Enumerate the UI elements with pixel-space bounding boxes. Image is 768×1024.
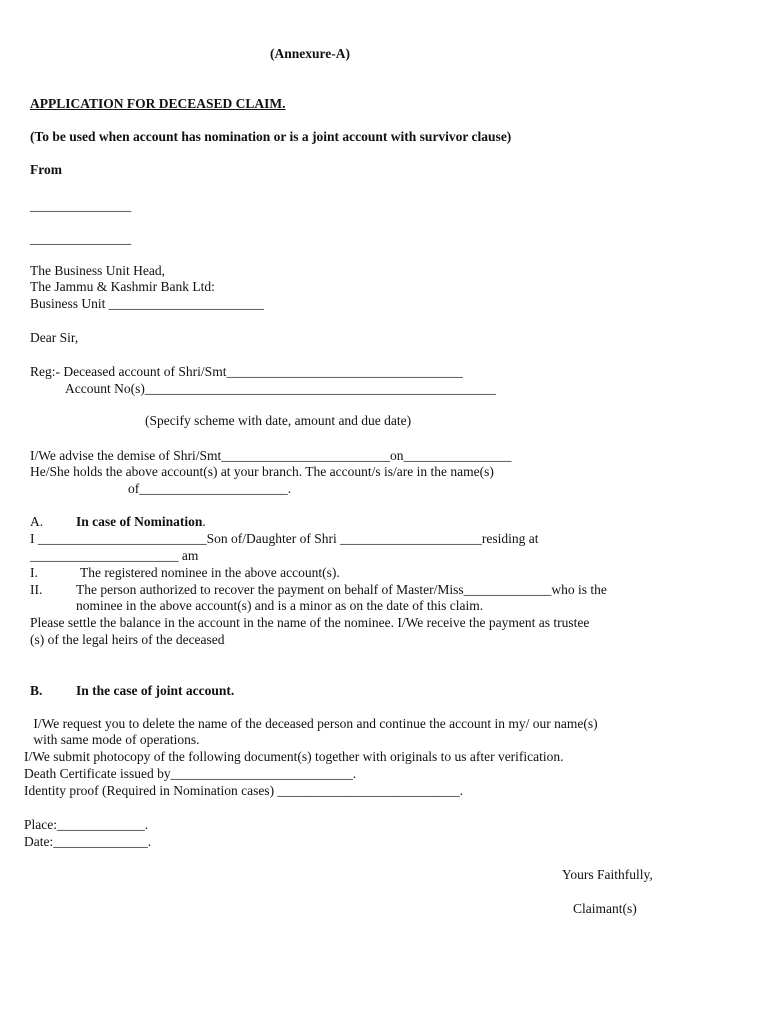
date-field: Date:______________. xyxy=(24,834,152,849)
documents-line-3: Identity proof (Required in Nomination cases) ___________________________. xyxy=(24,783,464,798)
reg-line-2: Account No(s)____________________________________________________ xyxy=(65,381,496,396)
settle-line-1: Please settle the balance in the account in the name of the nominee. I/We receive the payment as trustee xyxy=(30,615,590,630)
signatory: Claimant(s) xyxy=(573,901,637,916)
documents-line-1: I/We submit photocopy of the following document(s) together with originals to us after verification. xyxy=(24,749,564,764)
advise-line-3: of______________________. xyxy=(128,481,292,496)
documents-line-2: Death Certificate issued by___________________________. xyxy=(24,766,357,781)
addressee-line-1: The Business Unit Head, xyxy=(30,263,165,278)
section-a-heading: In case of Nomination xyxy=(76,514,203,529)
advise-line-2: He/She holds the above account(s) at your branch. The account/s is/are in the name(s) xyxy=(30,464,494,479)
place-field: Place:_____________. xyxy=(24,817,149,832)
section-b-line-2: with same mode of operations. xyxy=(30,732,200,747)
reg-note: (Specify scheme with date, amount and due date) xyxy=(145,413,412,428)
settle-line-2: (s) of the legal heirs of the deceased xyxy=(30,632,225,647)
page-title: APPLICATION FOR DECEASED CLAIM. xyxy=(30,96,286,111)
from-line-2: _______________ xyxy=(30,231,132,246)
annexure-label: (Annexure-A) xyxy=(270,46,350,61)
addressee-line-2: The Jammu & Kashmir Bank Ltd: xyxy=(30,279,215,294)
section-a-line-1: I _________________________Son of/Daughter of Shri _____________________residing at xyxy=(30,531,539,546)
from-label: From xyxy=(30,162,62,177)
section-a-heading-end: . xyxy=(202,514,206,529)
closing: Yours Faithfully, xyxy=(562,867,653,882)
section-a-heading-row xyxy=(76,513,206,530)
reg-line-1: Reg:- Deceased account of Shri/Smt___________________________________ xyxy=(30,364,463,379)
section-a-marker: A. xyxy=(30,514,44,529)
section-a-item-2-line-1: The person authorized to recover the payment on behalf of Master/Miss_____________who is the xyxy=(76,582,607,597)
section-b-heading: In the case of joint account. xyxy=(76,683,235,698)
section-a-item-2-marker: II. xyxy=(30,582,43,597)
section-a-line-2: ______________________ am xyxy=(30,548,199,563)
section-a-item-1-marker: I. xyxy=(30,565,38,580)
section-b-line-1: I/We request you to delete the name of the deceased person and continue the account in my/ our name(s) xyxy=(30,716,598,731)
section-b-marker: B. xyxy=(30,683,43,698)
page-subtitle: (To be used when account has nomination or is a joint account with survivor clause) xyxy=(30,129,512,144)
salutation: Dear Sir, xyxy=(30,330,79,345)
from-line-1: _______________ xyxy=(30,198,132,213)
section-a-item-1-text: The registered nominee in the above account(s). xyxy=(80,565,340,580)
addressee-line-3: Business Unit _______________________ xyxy=(30,296,265,311)
section-a-item-2-line-2: nominee in the above account(s) and is a minor as on the date of this claim. xyxy=(76,598,484,613)
advise-line-1: I/We advise the demise of Shri/Smt_________________________on________________ xyxy=(30,448,512,463)
